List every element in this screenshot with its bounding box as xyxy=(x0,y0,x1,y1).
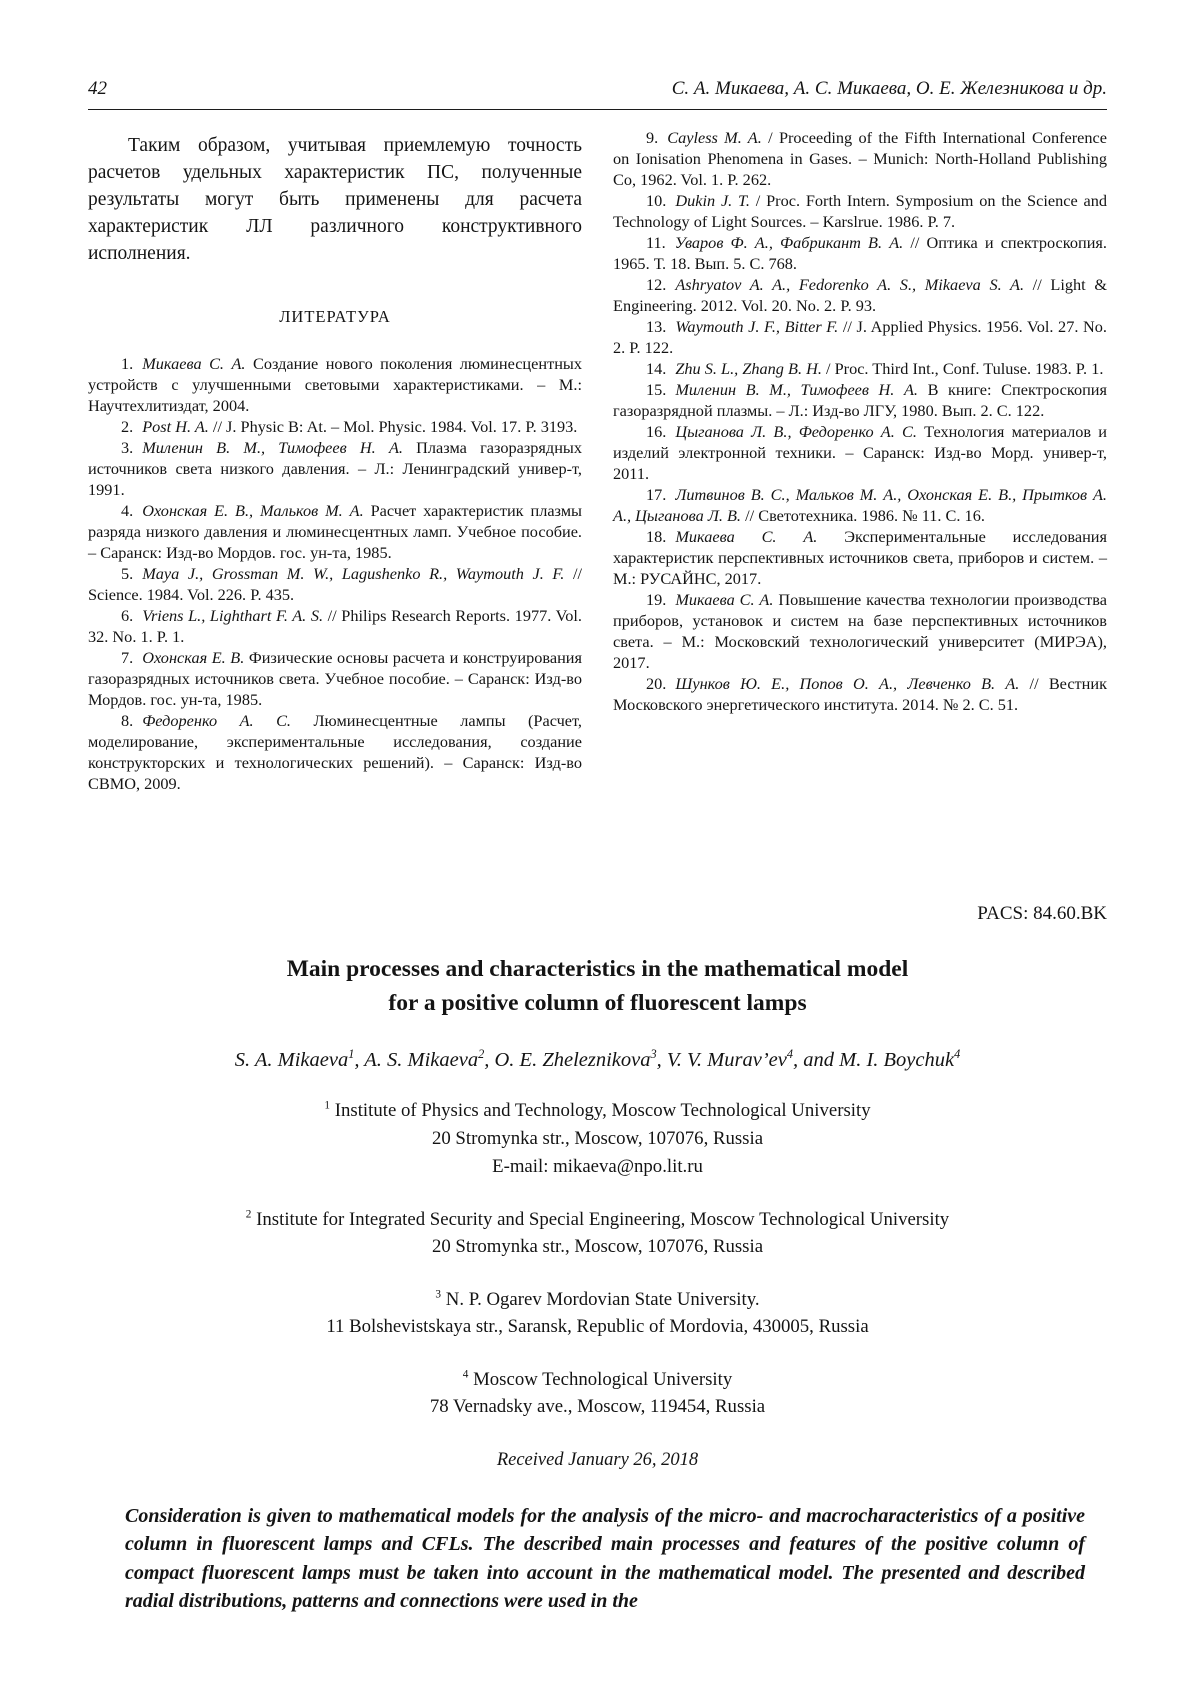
affiliation-3 xyxy=(88,1286,1107,1341)
reference-item xyxy=(88,353,582,416)
reference-text: // J. Physic B: At. – Mol. Physic. 1984. Vol. 17. P. 3193. xyxy=(208,417,578,436)
reference-text: // Philips Research Reports. 1977. Vol. 32. No. 1. P. 1. xyxy=(88,606,582,646)
author-affiliation-marker: 3 xyxy=(650,1047,657,1062)
affiliation-marker: 1 xyxy=(324,1099,331,1112)
reference-authors: Охонская Е. В. xyxy=(142,648,245,667)
author: S. A. Mikaeva$^1$ xyxy=(234,1047,355,1071)
reference-number: 6. xyxy=(121,606,134,625)
reference-authors: Миленин В. М., Тимофеев Н. А. xyxy=(142,438,403,457)
reference-item xyxy=(613,274,1107,316)
received-date: Received January 26, 2018 xyxy=(496,1449,699,1470)
reference-text: // Light & Engineering. 2012. Vol. 20. No. 2. P. 93. xyxy=(613,275,1107,315)
reference-number: 11. xyxy=(646,233,666,252)
author-affiliation-marker: 4 xyxy=(786,1047,793,1062)
author: , and M. I. Boychuk$^4$ xyxy=(793,1047,961,1071)
right-column xyxy=(613,127,1107,715)
article-title xyxy=(88,952,1107,1020)
reference-number: 1. xyxy=(121,354,134,373)
reference-item xyxy=(613,190,1107,232)
reference-number: 5. xyxy=(121,564,134,583)
reference-authors: Цыганова Л. В., Федоренко А. С. xyxy=(675,422,917,441)
author: , O. E. Zheleznikova$^3$ xyxy=(484,1047,657,1071)
abstract-paragraph: Consideration is given to mathematical models for the analysis of the micro- and macrocharacteristics of a positive column in fluorescent lamps and CFLs. The described main processes and features of the positive column of compact fluorescent lamps must be taken into account in the mathematical model. The presented and described radial distributions, patterns and connections were used in the xyxy=(125,1504,1085,1612)
reference-item xyxy=(88,710,582,794)
reference-text: Технология материалов и изделий электронной техники. – Саранск: Изд-во Морд. универ-т, 2011. xyxy=(613,422,1107,483)
reference-text: // Оптика и спектроскопия. 1965. Т. 18. Вып. 5. С. 768. xyxy=(613,233,1107,273)
reference-authors: Шунков Ю. Е., Попов О. А., Левченко В. А. xyxy=(675,674,1020,693)
reference-text: / Proc. Third Int., Conf. Tuluse. 1983. P. 1. xyxy=(821,359,1104,378)
affiliation-line: $^2$ Institute for Integrated Security and Special Engineering, Moscow Technological University xyxy=(245,1208,950,1230)
article-title-line-1: Main processes and characteristics in the mathematical model xyxy=(286,956,909,982)
reference-item xyxy=(613,358,1107,379)
reference-text: // Вестник Московского энергетического института. 2014. № 2. С. 51. xyxy=(613,674,1107,714)
affiliation-line: 20 Stromynka str., Moscow, 107076, Russia xyxy=(431,1127,764,1149)
reference-authors: Vriens L., Lighthart F. A. S. xyxy=(142,606,324,625)
reference-text: // Science. 1984. Vol. 226. P. 435. xyxy=(88,564,583,604)
two-column-body xyxy=(88,127,1107,803)
reference-text: Физические основы расчета и конструирования газоразрядных источников света. Учебное пособие. – Саранск: Изд-во Мордов. гос. ун-та, 1985. xyxy=(88,648,582,709)
reference-authors: Post H. A. xyxy=(142,417,209,436)
reference-text: Расчет характеристик плазмы разряда низкого давления и люминесцентных ламп. Учебное пособие. – Саранск: Изд-во Мордов. гос. ун-та, 1985. xyxy=(88,501,582,562)
reference-authors: Охонская Е. В., Мальков М. А. xyxy=(142,501,364,520)
affiliation-line: 78 Vernadsky ave., Moscow, 119454, Russia xyxy=(429,1396,766,1417)
author-affiliation-marker: 1 xyxy=(348,1047,355,1062)
reference-item xyxy=(613,589,1107,673)
affiliation-marker: 4 xyxy=(462,1368,469,1381)
reference-item xyxy=(88,437,582,500)
page-number: 42 xyxy=(88,78,107,99)
reference-item xyxy=(88,563,582,605)
reference-authors: Микаева С. А. xyxy=(675,527,818,546)
reference-authors: Федоренко А. С. xyxy=(142,711,292,730)
reference-text: Люминесцентные лампы (Расчет, моделирование, экспериментальные исследования, создание конструкторских и технологических решений). – Саранск: Изд-во СВМО, 2009. xyxy=(88,711,582,793)
author-affiliation-marker: 2 xyxy=(478,1047,485,1062)
affiliation-line: $^3$ N. P. Ogarev Mordovian State University. xyxy=(435,1288,760,1310)
affiliation-marker: 3 xyxy=(435,1288,442,1301)
reference-item xyxy=(613,526,1107,589)
reference-item xyxy=(613,379,1107,421)
reference-number: 10. xyxy=(646,191,667,210)
reference-authors: Waymouth J. F., Bitter F. xyxy=(675,317,839,336)
authors-line xyxy=(88,1049,1107,1072)
reference-item xyxy=(613,421,1107,484)
reference-text: Плазма газоразрядных источников света низкого давления. – Л.: Ленинградский универ-т, 1991. xyxy=(88,438,582,499)
reference-number: 13. xyxy=(646,317,667,336)
email-line: E-mail: mikaeva@npo.lit.ru xyxy=(492,1156,703,1177)
reference-authors: Миленин В. М., Тимофеев Н. А. xyxy=(675,380,918,399)
page-header xyxy=(88,78,1107,110)
reference-number: 16. xyxy=(646,422,667,441)
affiliation-2 xyxy=(88,1206,1107,1261)
reference-text: // Светотехника. 1986. № 11. С. 16. xyxy=(741,506,985,525)
reference-number: 9. xyxy=(646,128,659,147)
reference-number: 8. xyxy=(121,711,134,730)
running-head: С. А. Микаева, А. С. Микаева, О. Е. Железникова и др. xyxy=(671,78,1107,99)
reference-item xyxy=(613,316,1107,358)
reference-text: // J. Applied Physics. 1956. Vol. 27. No. 2. P. 122. xyxy=(613,317,1107,357)
reference-authors: Maya J., Grossman M. W., Lagushenko R., Waymouth J. F. xyxy=(142,564,565,583)
reference-item xyxy=(88,500,582,563)
affiliation-4 xyxy=(88,1366,1107,1421)
author: , A. S. Mikaeva$^2$ xyxy=(354,1047,485,1071)
reference-number: 3. xyxy=(121,438,134,457)
reference-number: 7. xyxy=(121,648,134,667)
intro-paragraph: Таким образом, учитывая приемлемую точность расчетов удельных характеристик ПС, полученные результаты могут быть применены для расчета характеристик ЛЛ различного конструктивного исполнения. xyxy=(88,135,582,264)
reference-text: Повышение качества технологии производства приборов, установок и систем на базе перспективных источников света. – М.: Московский технологический университет (МИРЭА), 2017. xyxy=(613,590,1107,672)
literature-heading: ЛИТЕРАТУРА xyxy=(279,307,391,326)
author-affiliation-marker: 4 xyxy=(954,1047,961,1062)
reference-number: 18. xyxy=(646,527,667,546)
reference-authors: Cayless M. A. xyxy=(667,128,762,147)
reference-authors: Dukin J. T. xyxy=(675,191,750,210)
affiliation-1 xyxy=(88,1097,1107,1181)
reference-text: / Proceeding of the Fifth International Conference on Ionisation Phenomena in Gases. – Munich: North-Holland Publishing Co, 1962. Vol. 1. P. 262. xyxy=(613,128,1107,189)
reference-number: 20. xyxy=(646,674,667,693)
article-title-line-2: for a positive column of fluorescent lamps xyxy=(388,990,807,1016)
reference-authors: Уваров Ф. А., Фабрикант В. А. xyxy=(674,233,904,252)
pacs-code: PACS: 84.60.BK xyxy=(977,903,1107,924)
author: , V. V. $Murav’ev^4$ xyxy=(656,1047,793,1071)
reference-item xyxy=(88,605,582,647)
affiliation-marker: 2 xyxy=(245,1208,252,1221)
reference-number: 15. xyxy=(646,380,667,399)
article-head xyxy=(88,903,1107,1616)
affiliation-line: 20 Stromynka str., Moscow, 107076, Russia xyxy=(431,1236,764,1257)
reference-number: 4. xyxy=(121,501,134,520)
reference-item xyxy=(613,673,1107,715)
reference-authors: Микаева С. А. xyxy=(675,590,774,609)
reference-authors: Ashryatov A. A., Fedorenko A. S., Mikaeva S. A. xyxy=(675,275,1025,294)
reference-text: / Proc. Forth Intern. Symposium on the Science and Technology of Light Sources. – Karslrue. 1986. P. 7. xyxy=(613,191,1107,231)
reference-authors: Zhu S. L., Zhang B. H. xyxy=(675,359,822,378)
reference-number: 17. xyxy=(646,485,667,504)
reference-number: 19. xyxy=(646,590,667,609)
affiliation-line: $^4$ Moscow Technological University xyxy=(462,1368,733,1390)
reference-item xyxy=(88,416,582,437)
reference-text: Создание нового поколения люминесцентных устройств с улучшенными световыми характеристиками. – М.: Научтехлитиздат, 2004. xyxy=(88,354,582,415)
reference-number: 2. xyxy=(121,417,134,436)
reference-item xyxy=(613,127,1107,190)
reference-text: Экспериментальные исследования характеристик перспективных источников света, приборов и систем. – М.: РУСАЙНС, 2017. xyxy=(613,527,1107,588)
reference-item xyxy=(613,232,1107,274)
reference-authors: Литвинов В. С., Мальков М. А., Охонская Е. В., Прытков А. А., Цыганова Л. В. xyxy=(613,485,1107,525)
reference-text: В книге: Спектроскопия газоразрядной плазмы. – Л.: Изд-во ЛГУ, 1980. Вып. 2. С. 122. xyxy=(613,380,1107,420)
affiliation-line: 11 Bolshevistskaya str., Saransk, Republic of Mordovia, 430005, Russia xyxy=(326,1316,869,1337)
left-column xyxy=(88,127,582,794)
reference-authors: Микаева С. А. xyxy=(142,354,246,373)
reference-number: 12. xyxy=(646,275,667,294)
affiliation-line: $^1$ Institute of Physics and Technology, Moscow Technological University xyxy=(324,1099,871,1121)
reference-item xyxy=(613,484,1107,526)
reference-item xyxy=(88,647,582,710)
reference-number: 14. xyxy=(646,359,667,378)
